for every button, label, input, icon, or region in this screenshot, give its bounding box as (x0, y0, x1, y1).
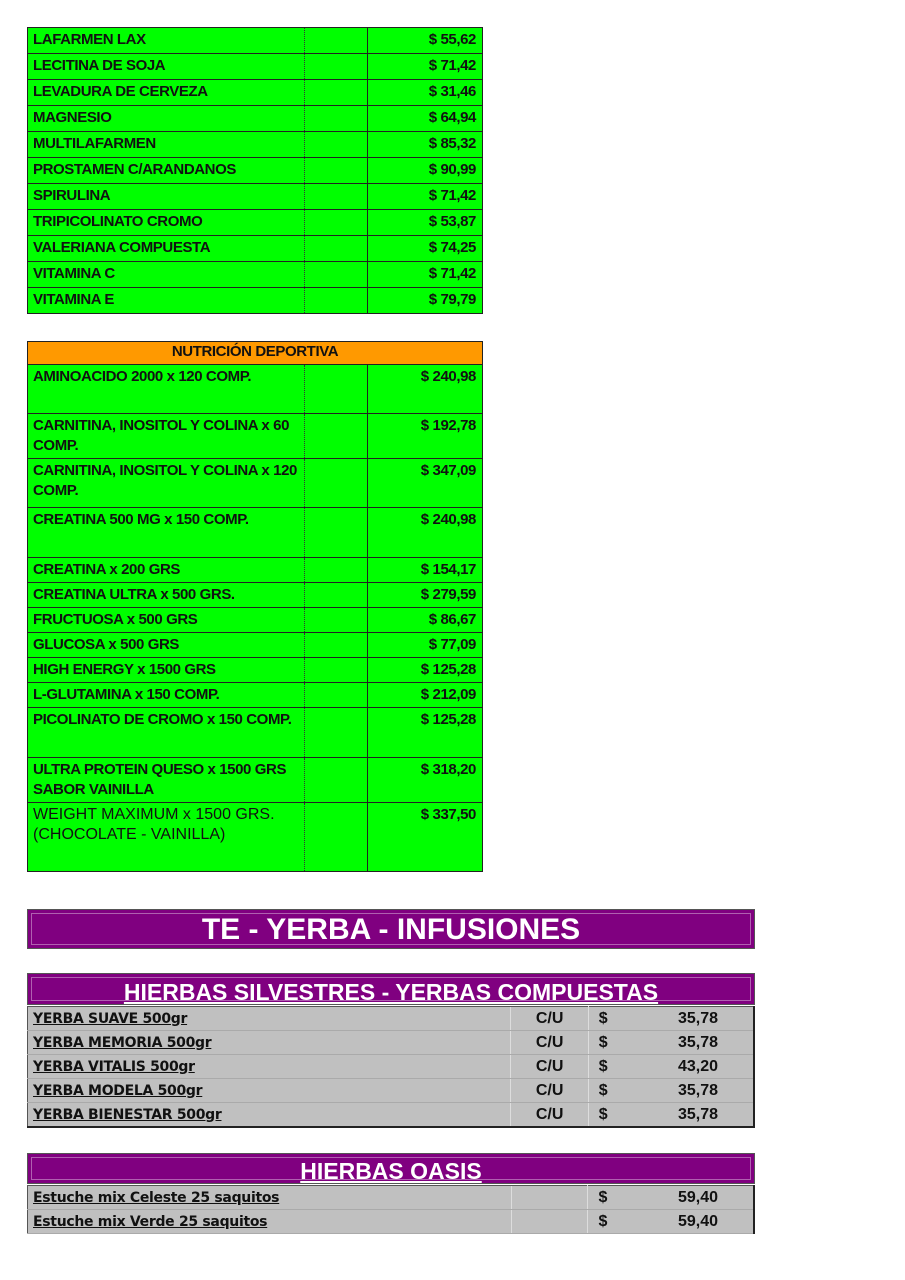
table-row (28, 28, 483, 54)
product-price: $ 71,42 (368, 54, 483, 80)
product-price: 59,40 (642, 1186, 754, 1210)
product-price: $ 192,78 (368, 414, 483, 459)
table-row (28, 210, 483, 236)
product-price: 35,78 (642, 1007, 754, 1031)
product-price: 35,78 (642, 1103, 754, 1128)
product-name: LECITINA DE SOJA (28, 54, 305, 80)
product-name: YERBA BIENESTAR 500gr (28, 1103, 511, 1128)
product-price: $ 154,17 (368, 558, 483, 583)
product-price: 35,78 (642, 1079, 754, 1103)
currency-symbol: $ (588, 1055, 642, 1079)
product-price: $ 279,59 (368, 583, 483, 608)
product-price: $ 77,09 (368, 633, 483, 658)
table-row (28, 1031, 755, 1055)
table-row (28, 558, 483, 583)
table-row (28, 184, 483, 210)
unit-label: C/U (511, 1007, 588, 1031)
product-name: YERBA SUAVE 500gr (28, 1007, 511, 1031)
product-name: VITAMINA C (28, 262, 305, 288)
unit-label: C/U (511, 1103, 588, 1128)
currency-symbol: $ (588, 1031, 642, 1055)
herbs-banner: HIERBAS SILVESTRES - YERBAS COMPUESTAS (27, 973, 755, 1005)
table-row (28, 80, 483, 106)
table-row (28, 1055, 755, 1079)
product-price: 59,40 (642, 1210, 754, 1234)
product-name: Estuche mix Verde 25 saquitos (28, 1210, 512, 1234)
infusions-banner: TE - YERBA - INFUSIONES (27, 909, 755, 949)
table-row (28, 1007, 755, 1031)
product-name: FRUCTUOSA x 500 GRS (28, 608, 305, 633)
product-price: $ 55,62 (368, 28, 483, 54)
unit-label: C/U (511, 1031, 588, 1055)
table-row (28, 414, 483, 459)
table-row (28, 633, 483, 658)
unit-label: C/U (511, 1055, 588, 1079)
oasis-table (27, 1185, 755, 1234)
product-price: $ 64,94 (368, 106, 483, 132)
product-price: $ 125,28 (368, 658, 483, 683)
table-row (28, 608, 483, 633)
sports-nutrition-table (27, 341, 483, 872)
product-name: YERBA MODELA 500gr (28, 1079, 511, 1103)
oasis-banner: HIERBAS OASIS (27, 1153, 755, 1184)
table-row (28, 1186, 755, 1210)
table-row (28, 132, 483, 158)
product-price: $ 337,50 (368, 803, 483, 872)
table-row (28, 54, 483, 80)
herbs-table (27, 1006, 755, 1128)
product-price: $ 240,98 (368, 365, 483, 414)
table-row (28, 365, 483, 414)
product-name: CREATINA 500 MG x 150 COMP. (28, 508, 305, 558)
product-name: Estuche mix Celeste 25 saquitos (28, 1186, 512, 1210)
product-name: SPIRULINA (28, 184, 305, 210)
product-name: PICOLINATO DE CROMO x 150 COMP. (28, 708, 305, 758)
product-name: MAGNESIO (28, 106, 305, 132)
product-price: $ 125,28 (368, 708, 483, 758)
table-row (28, 708, 483, 758)
table-row (28, 262, 483, 288)
table-row (28, 758, 483, 803)
section-header (28, 342, 483, 365)
product-price: $ 90,99 (368, 158, 483, 184)
product-price: $ 212,09 (368, 683, 483, 708)
table-row (28, 1079, 755, 1103)
product-price: 43,20 (642, 1055, 754, 1079)
currency-symbol: $ (588, 1079, 642, 1103)
product-name: CREATINA ULTRA x 500 GRS. (28, 583, 305, 608)
table-row (28, 1210, 755, 1234)
currency-symbol: $ (588, 1103, 642, 1128)
table-row (28, 683, 483, 708)
product-name: YERBA VITALIS 500gr (28, 1055, 511, 1079)
table-row (28, 508, 483, 558)
supplements-table (27, 27, 483, 314)
table-row (28, 106, 483, 132)
product-name: LAFARMEN LAX (28, 28, 305, 54)
product-price: $ 240,98 (368, 508, 483, 558)
table-row (28, 158, 483, 184)
currency-symbol: $ (588, 1186, 642, 1210)
product-price: $ 71,42 (368, 184, 483, 210)
product-price: $ 53,87 (368, 210, 483, 236)
product-price: $ 318,20 (368, 758, 483, 803)
product-name: ULTRA PROTEIN QUESO x 1500 GRS SABOR VAINILLA (28, 758, 305, 803)
currency-symbol: $ (588, 1007, 642, 1031)
table-row (28, 288, 483, 314)
product-name: CREATINA x 200 GRS (28, 558, 305, 583)
product-price: $ 74,25 (368, 236, 483, 262)
product-name: CARNITINA, INOSITOL Y COLINA x 60 COMP. (28, 414, 305, 459)
product-name: YERBA MEMORIA 500gr (28, 1031, 511, 1055)
table-row (28, 583, 483, 608)
product-name: WEIGHT MAXIMUM x 1500 GRS. (CHOCOLATE - VAINILLA) (28, 803, 305, 872)
product-price: $ 79,79 (368, 288, 483, 314)
product-name: VALERIANA COMPUESTA (28, 236, 305, 262)
product-name: CARNITINA, INOSITOL Y COLINA x 120 COMP. (28, 459, 305, 508)
section-title: NUTRICIÓN DEPORTIVA (28, 342, 483, 365)
product-price: $ 71,42 (368, 262, 483, 288)
product-name: HIGH ENERGY x 1500 GRS (28, 658, 305, 683)
product-name: VITAMINA E (28, 288, 305, 314)
table-row (28, 236, 483, 262)
product-name: MULTILAFARMEN (28, 132, 305, 158)
product-price: $ 31,46 (368, 80, 483, 106)
unit-label: C/U (511, 1079, 588, 1103)
product-name: LEVADURA DE CERVEZA (28, 80, 305, 106)
product-price: 35,78 (642, 1031, 754, 1055)
product-price: $ 86,67 (368, 608, 483, 633)
product-name: L-GLUTAMINA x 150 COMP. (28, 683, 305, 708)
product-name: PROSTAMEN C/ARANDANOS (28, 158, 305, 184)
product-name: GLUCOSA x 500 GRS (28, 633, 305, 658)
product-price: $ 347,09 (368, 459, 483, 508)
table-row (28, 803, 483, 872)
product-name: AMINOACIDO 2000 x 120 COMP. (28, 365, 305, 414)
product-name: TRIPICOLINATO CROMO (28, 210, 305, 236)
table-row (28, 459, 483, 508)
currency-symbol: $ (588, 1210, 642, 1234)
table-row (28, 1103, 755, 1128)
table-row (28, 658, 483, 683)
product-price: $ 85,32 (368, 132, 483, 158)
